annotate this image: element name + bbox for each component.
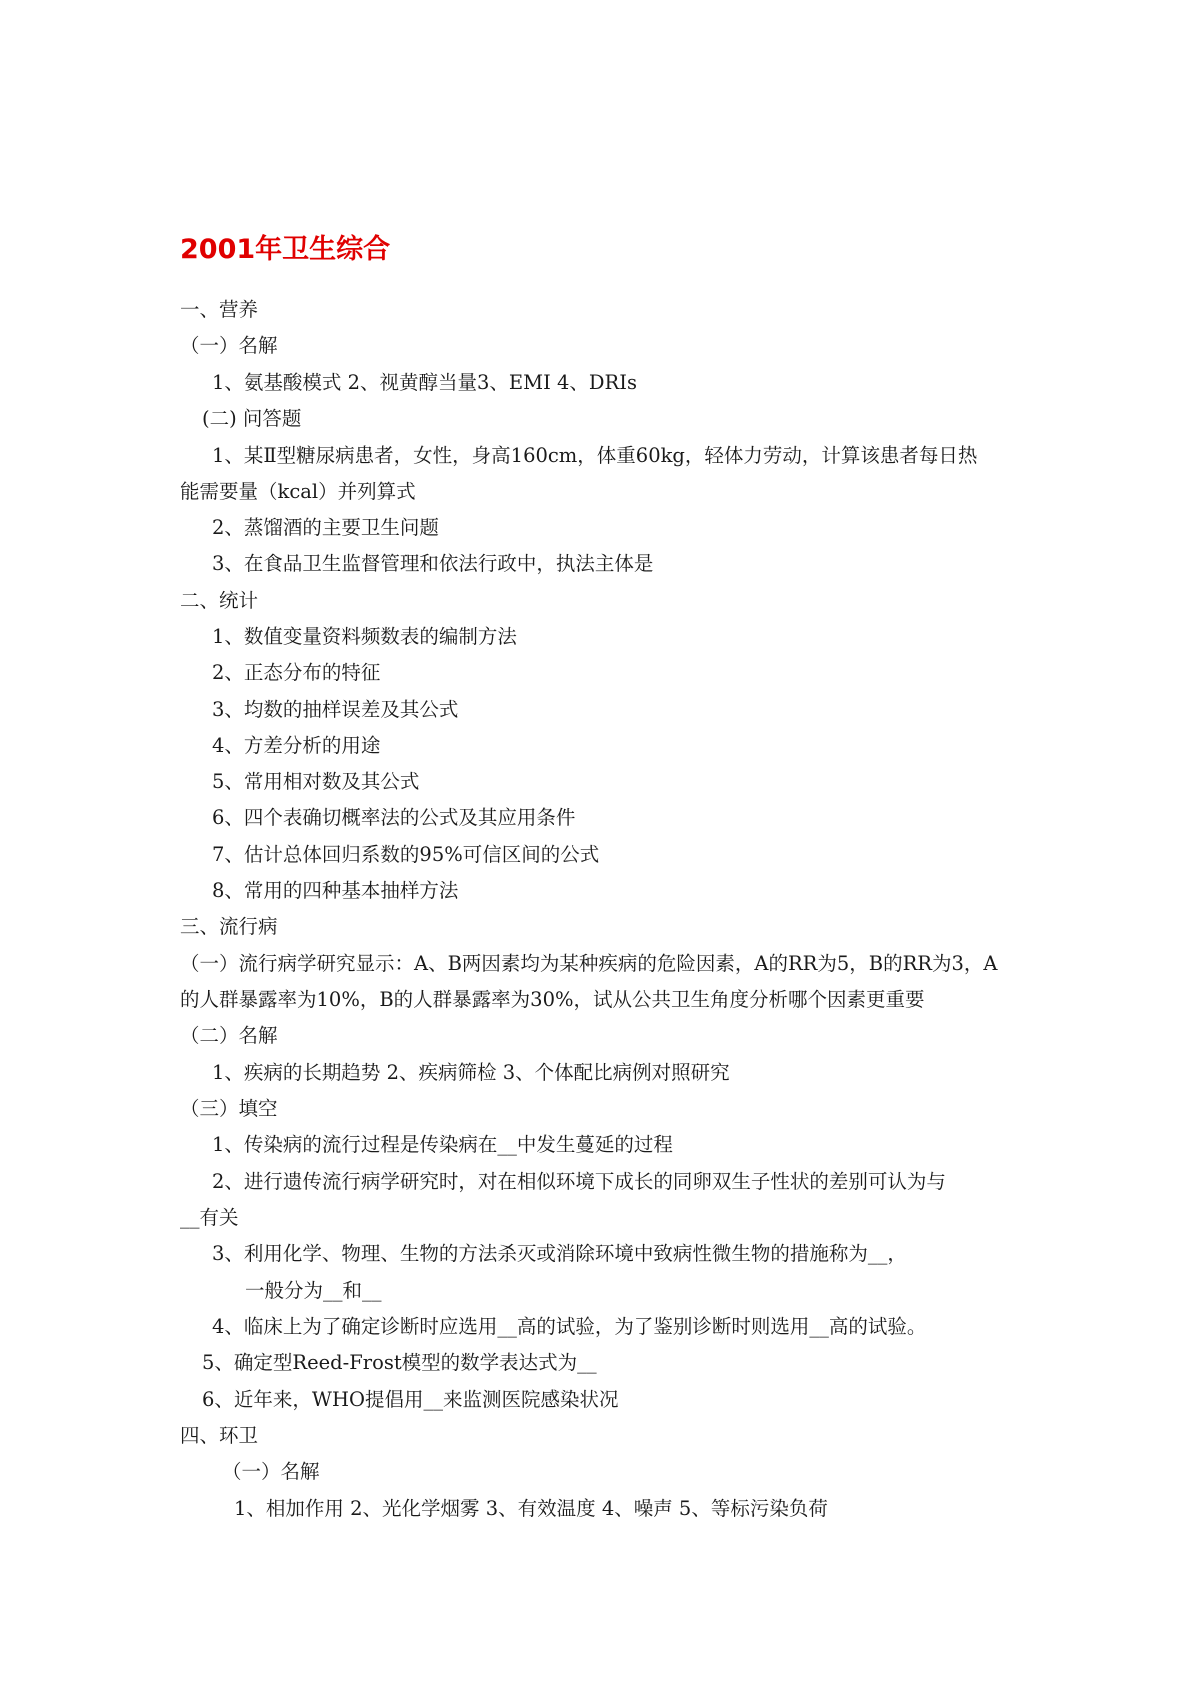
list-item: 6、近年来，WHO提倡用__来监测医院感染状况 [202, 1388, 619, 1411]
section-heading-statistics: 二、统计 [180, 589, 259, 612]
list-item: 1、相加作用 2、光化学烟雾 3、有效温度 4、噪声 5、等标污染负荷 [234, 1497, 828, 1520]
section-heading-nutrition: 一、营养 [180, 298, 259, 321]
list-item: 3、利用化学、物理、生物的方法杀灭或消除环境中致病性微生物的措施称为__， [212, 1242, 907, 1265]
list-item: 5、常用相对数及其公式 [212, 770, 420, 793]
subsection-heading: （三）填空 [180, 1097, 278, 1120]
list-item: 7、估计总体回归系数的95%可信区间的公式 [212, 843, 600, 866]
section-heading-epidemiology: 三、流行病 [180, 915, 278, 938]
subsection-heading: (二) 问答题 [202, 407, 302, 430]
list-item: 3、在食品卫生监督管理和依法行政中，执法主体是 [212, 552, 654, 575]
list-item: 2、进行遗传流行病学研究时，对在相似环境下成长的同卵双生子性状的差别可认为与 [212, 1170, 946, 1193]
question-paragraph-continuation: 的人群暴露率为10%，B的人群暴露率为30%，试从公共卫生角度分析哪个因素更重要 [180, 988, 925, 1011]
list-item: 1、某Ⅱ型糖尿病患者，女性，身高160cm，体重60kg，轻体力劳动，计算该患者每日热 [212, 444, 978, 467]
list-item: 5、确定型Reed-Frost模型的数学表达式为__ [202, 1351, 597, 1374]
document-title: 2001年卫生综合 [180, 234, 391, 265]
subsection-heading: （一）名解 [222, 1460, 320, 1483]
list-item: 8、常用的四种基本抽样方法 [212, 879, 459, 902]
subsection-heading: （一）名解 [180, 334, 278, 357]
list-item: 4、临床上为了确定诊断时应选用__高的试验，为了鉴别诊断时则选用__高的试验。 [212, 1315, 927, 1338]
list-item-continuation: __有关 [180, 1206, 239, 1229]
list-item: 4、方差分析的用途 [212, 734, 381, 757]
list-item: 1、传染病的流行过程是传染病在__中发生蔓延的过程 [212, 1133, 673, 1156]
list-item-continuation: 能需要量（kcal）并列算式 [180, 480, 416, 503]
section-heading-environmental-health: 四、环卫 [180, 1424, 259, 1447]
question-paragraph: （一）流行病学研究显示：A、B两因素均为某种疾病的危险因素，A的RR为5，B的RR为3，A [180, 952, 998, 975]
list-item: 1、疾病的长期趋势 2、疾病筛检 3、个体配比病例对照研究 [212, 1061, 730, 1084]
list-item: 1、数值变量资料频数表的编制方法 [212, 625, 517, 648]
list-item: 3、均数的抽样误差及其公式 [212, 698, 459, 721]
subsection-heading: （二）名解 [180, 1024, 278, 1047]
list-item: 2、蒸馏酒的主要卫生问题 [212, 516, 439, 539]
list-item-continuation: 一般分为__和__ [245, 1279, 382, 1302]
list-item: 6、四个表确切概率法的公式及其应用条件 [212, 806, 576, 829]
list-item: 1、氨基酸模式 2、视黄醇当量3、EMI 4、DRIs [212, 371, 637, 394]
list-item: 2、正态分布的特征 [212, 661, 381, 684]
